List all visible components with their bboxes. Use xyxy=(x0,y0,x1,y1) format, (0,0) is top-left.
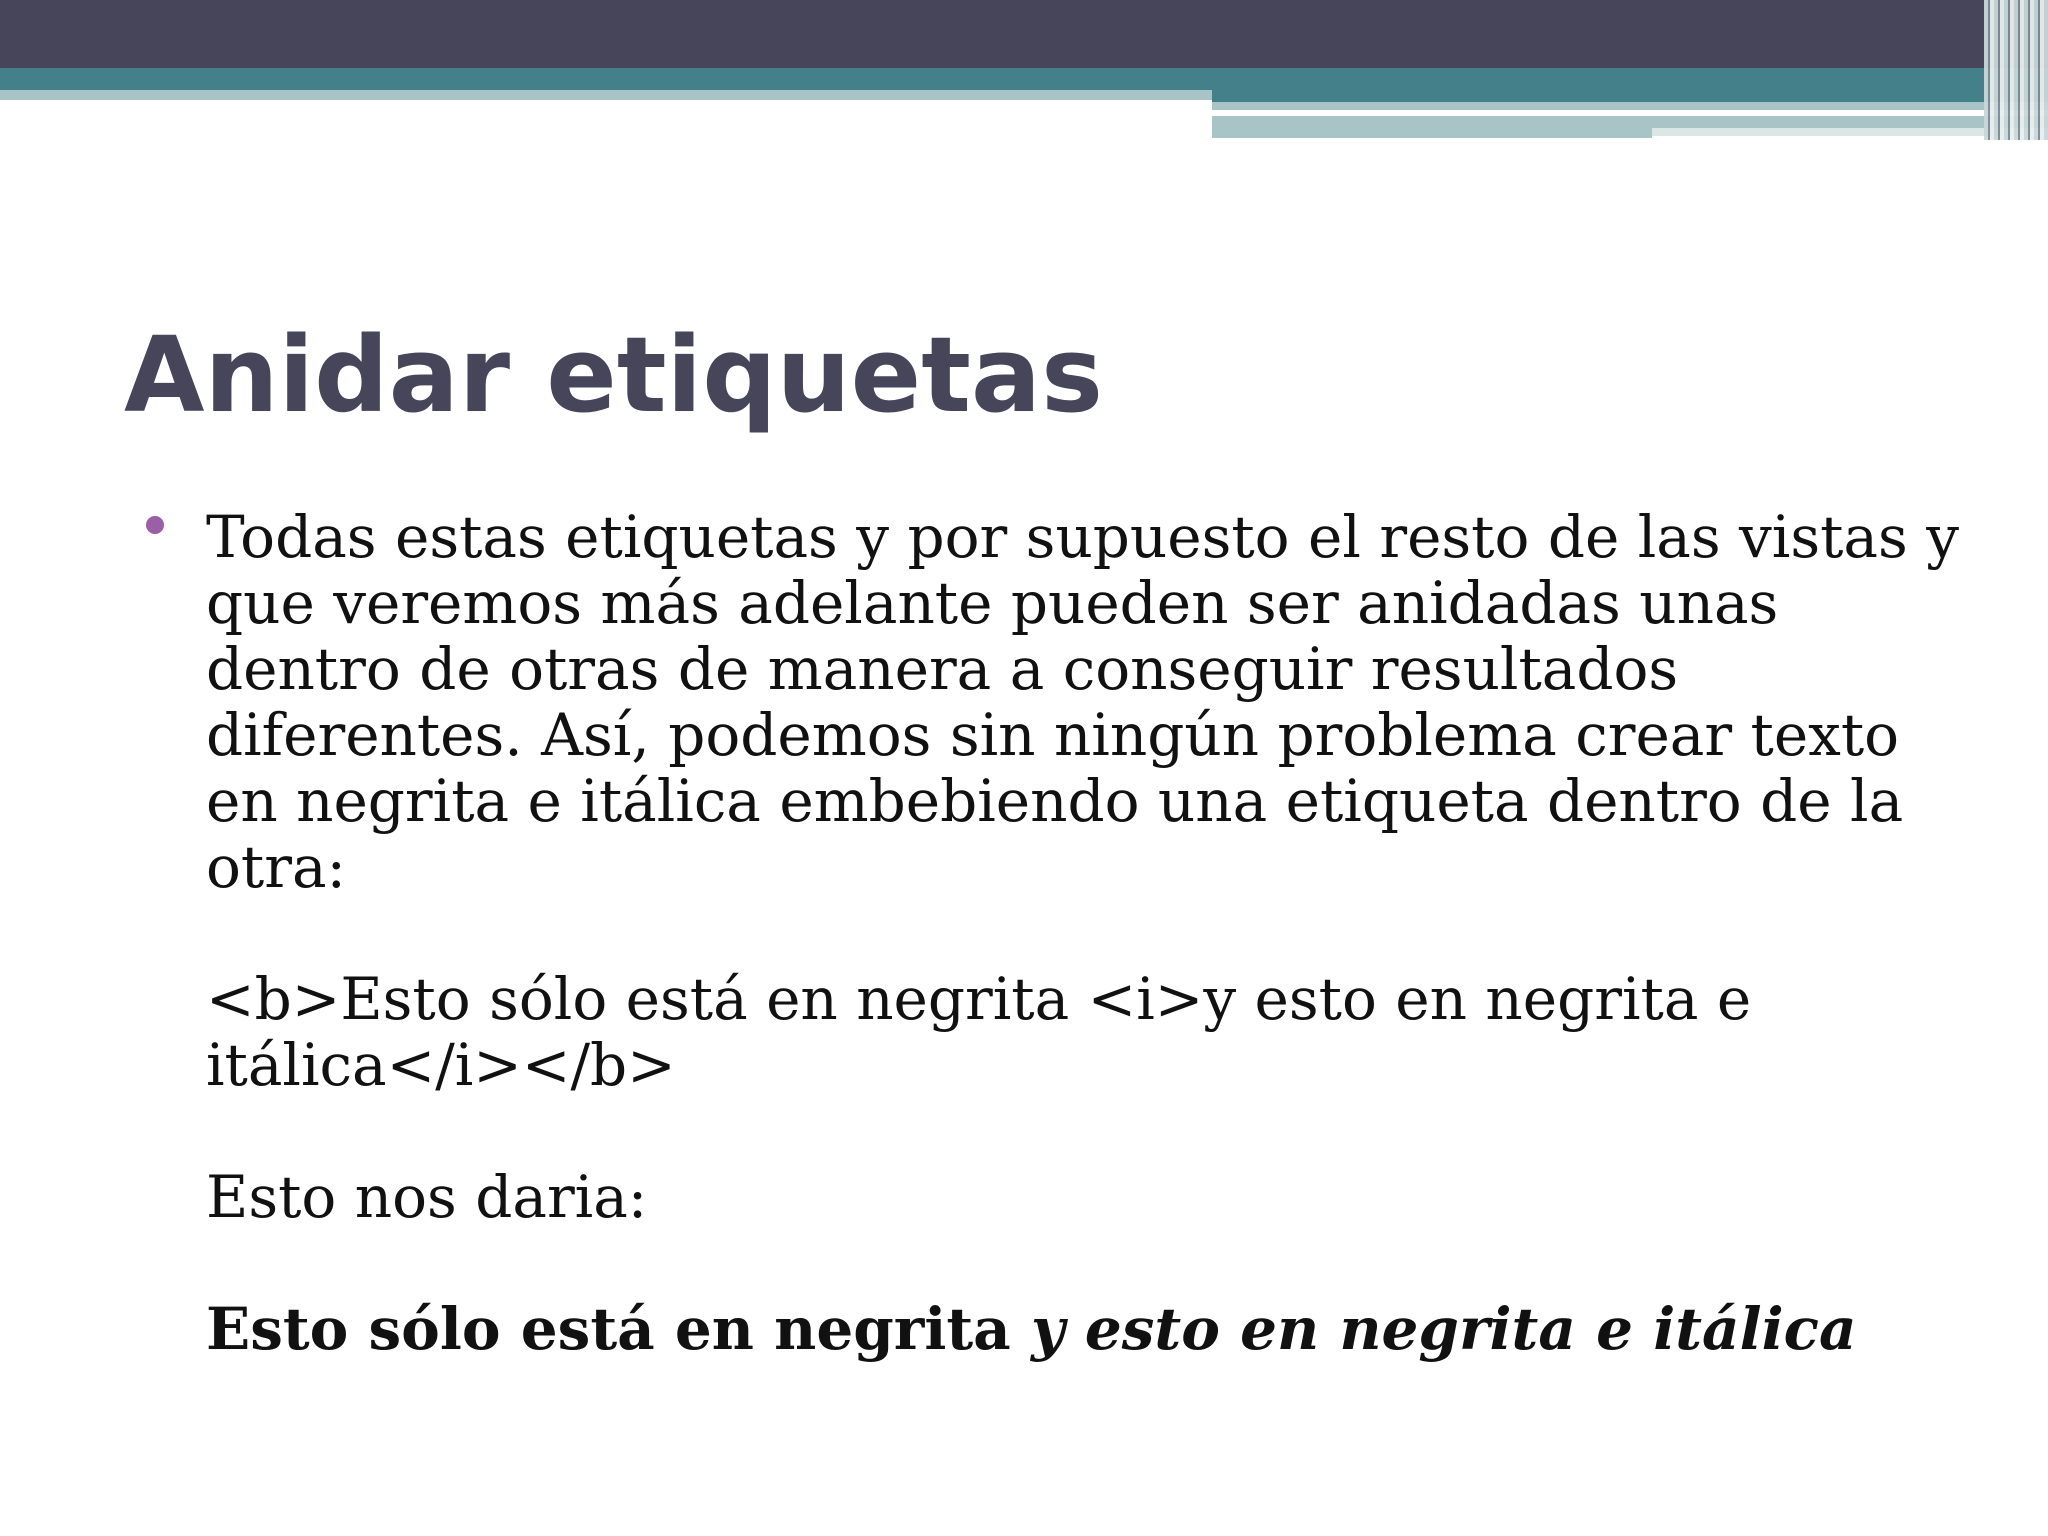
header-light-stripe xyxy=(0,90,1212,100)
result-intro: Esto nos daria: xyxy=(206,1163,648,1231)
header-dark-band xyxy=(0,0,2048,68)
header-teal-band xyxy=(0,68,2048,90)
body-paragraph: Todas estas etiquetas y por supuesto el resto de las vistas y que veremos más adelante pueden ser anidadas unas dentro de otras de manera a conseguir resultados diferentes. Así, podemos sin ningún problema crear texto en negrita e itálica embebiendo una etiqueta dentro de la otra: xyxy=(206,503,1959,901)
bullet-icon xyxy=(146,516,164,534)
slide-title: Anidar etiquetas xyxy=(124,314,1104,436)
result-bold-text: Esto sólo está en negrita xyxy=(206,1295,1011,1363)
header-right-stripe xyxy=(1212,128,1652,138)
header-right-stripe xyxy=(1212,116,2048,128)
slide-body xyxy=(206,504,1966,1362)
code-example: <b>Esto sólo está en negrita <i>y esto en negrita e itálica</i></b> xyxy=(206,965,1752,1099)
header-right-block xyxy=(1212,90,2048,102)
result-example xyxy=(206,1296,1966,1362)
result-bold-italic-text: y esto en negrita e itálica xyxy=(1030,1295,1857,1363)
header-right-stripe xyxy=(1212,102,2048,110)
header-right-stripe-faint xyxy=(1652,128,2002,136)
header-vertical-lines xyxy=(1984,0,2048,140)
